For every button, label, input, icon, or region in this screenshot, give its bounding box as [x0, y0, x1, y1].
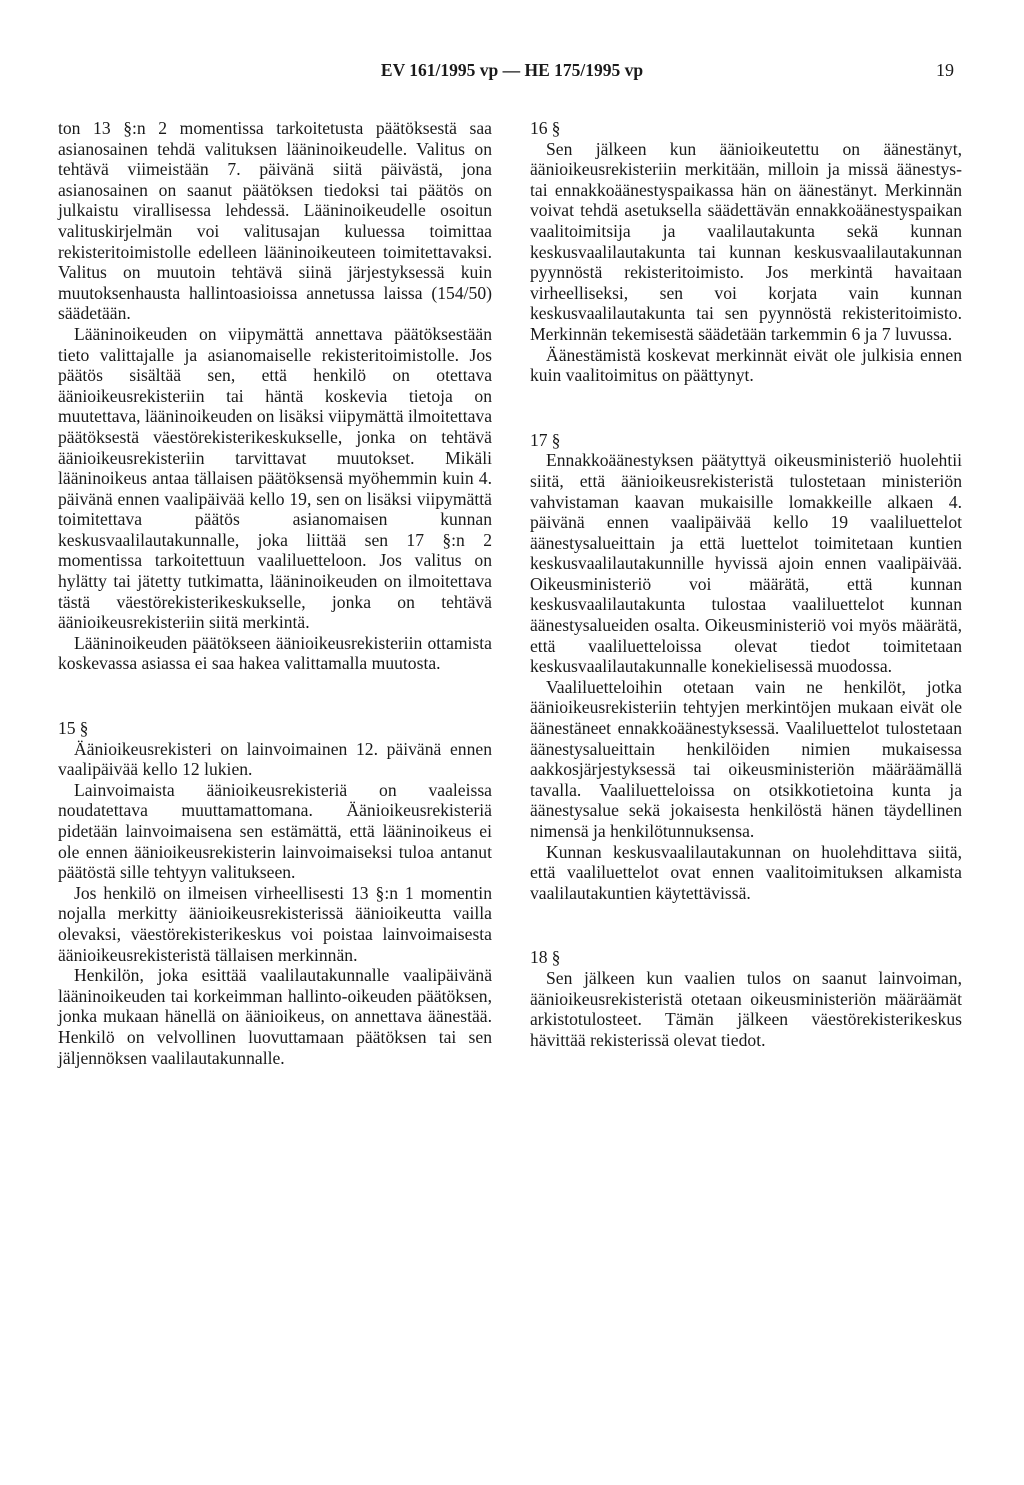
paragraph: Jos henkilö on ilmeisen virheellisesti 13 §:n 1 momentin nojalla merkitty äänioikeusrekisterissä äänioikeutta vailla olevaksi, väestörekisterikeskus voi poistaa lainvoimaisesta äänioikeusrekisteristä tällaisen merkinnän. [58, 882, 492, 965]
section-sign: § [551, 118, 561, 138]
running-title: EV 161/1995 vp — HE 175/1995 vp [380, 60, 644, 80]
paragraph: Lääninoikeuden päätökseen äänioikeusrekisteriin ottamista koskevassa asiassa ei saa hakea valittamalla muutosta. [58, 632, 492, 674]
paragraph: Äänioikeusrekisteri on lainvoimainen 12. päivänä ennen vaalipäivää kello 12 lukien. [58, 738, 492, 780]
paragraph: Vaaliluetteloihin otetaan vain ne henkilöt, jotka äänioikeusrekisteriin tehtyjen merkintöjen mukaan eivät ole äänestäneet ennakkoäänestyksessä. Vaaliluettelot tulostetaan äänestysalueittain henkilöiden nimien mukaisessa aakkosjärjestyksessä tai oikeusministeriön määräämällä tavalla. Vaaliluetteloissa on otsikkotietoina kunta ja äänestysalue sekä jokaisesta henkilöstä hänen täydellinen nimensä ja henkilötunnuksensa. [530, 676, 962, 841]
page-header [0, 60, 1024, 84]
section-number: 18 [530, 947, 548, 968]
paragraph: Sen jälkeen kun äänioikeutettu on äänestänyt, äänioikeusrekisteriin merkitään, milloin ja missä äänestys- tai ennakkoäänestyspaikassa hän on äänestänyt. Merkinnän voivat tehdä asetuksella säädettävän ennakkoäänestyspaikan vaalitoimitsija ja vaalilautakunta sekä kunnan keskusvaalilautakunta tai kunnan keskusvaalilautakunnan pyynnöstä rekisteritoimisto. Jos merkintä havaitaan virheelliseksi, sen voi korjata vain kunnan keskusvaalilautakunta tai sen pyynnöstä rekisteritoimisto. Merkinnän tekemisestä säädetään tarkemmin 6 ja 7 luvussa. [530, 138, 962, 344]
section-number: 15 [58, 718, 76, 739]
paragraph: Ennakkoäänestyksen päätyttyä oikeusministeriö huolehtii siitä, että äänioikeusrekisteristä tulostetaan ministeriön vahvistaman kaavan mukaisille lomakkeille alkaen 4. päivänä ennen vaalipäivää kello 19 vaaliluettelot äänestysalueittain ja että luettelot toimitetaan kuntien keskusvaalilautakunnille hyvissä ajoin ennen vaalipäivää. Oikeusministeriö voi määrätä, että kunnan keskusvaalilautakunta tulostaa vaaliluettelot kunnan äänestysalueiden osalta. Oikeusministeriö voi myös määrätä, että vaaliluetteloissa olevat tiedot toimitetaan keskusvaalilautakunnalle konekielisessä muodossa. [530, 450, 962, 677]
paragraph: Henkilön, joka esittää vaalilautakunnalle vaalipäivänä lääninoikeuden tai korkeimman hallinto-oikeuden päätöksen, jonka mukaan hänellä on äänioikeus, on annettava äänestää. Henkilö on velvollinen luovuttamaan päätöksen tai sen jäljennöksen vaalilautakunnalle. [58, 965, 492, 1068]
left-column [58, 118, 492, 1068]
paragraph: Kunnan keskusvaalilautakunnan on huolehdittava siitä, että vaaliluettelot ovat ennen vaalitoimituksen alkamista vaalilautakuntien käytettävissä. [530, 841, 962, 903]
section-number: 16 [530, 118, 548, 138]
right-column [530, 118, 962, 1050]
section-sign: § [79, 718, 89, 739]
section-heading-17 [530, 430, 962, 451]
section-heading-16 [530, 118, 962, 139]
section-heading-18 [530, 947, 962, 968]
page-number: 19 [936, 60, 954, 80]
paragraph: Sen jälkeen kun vaalien tulos on saanut lainvoiman, äänioikeusrekisteristä otetaan oikeusministeriön määräämät arkistotulosteet. Tämän jälkeen väestörekisterikeskus hävittää rekisterissä olevat tiedot. [530, 967, 962, 1050]
paragraph: Lääninoikeuden on viipymättä annettava päätöksestään tieto valittajalle ja asianomaiselle rekisteritoimistolle. Jos päätös sisältää sen, että henkilö on otettava äänioikeusrekisteriin tai häntä koskevia tietoja on muutettava, lääninoikeuden on lisäksi viipymättä ilmoitettava päätöksestä väestörekisterikeskukselle, jonka on tehtävä äänioikeusrekisteriin tarvittavat muutokset. Mikäli lääninoikeus antaa tällaisen päätöksensä myöhemmin kuin 4. päivänä ennen vaalipäivää kello 19, sen on lisäksi viipymättä toimitettava päätös asianomaisen kunnan keskusvaalilautakunnalle, joka liittää sen 17 §:n 2 momentissa tarkoitettuun vaaliluetteloon. Jos valitus on hylätty tai jätetty tutkimatta, lääninoikeuden on ilmoitettava tästä väestörekisterikeskukselle, jonka on tehtävä äänioikeusrekisteriin siitä merkintä. [58, 323, 492, 633]
section-sign: § [551, 947, 561, 968]
paragraph: Äänestämistä koskevat merkinnät eivät ole julkisia ennen kuin vaalitoimitus on päättynyt. [530, 344, 962, 386]
paragraph: ton 13 §:n 2 momentissa tarkoitetusta päätöksestä saa asianosainen tehdä valituksen lääninoikeudelle. Valitus on tehtävä viimeistään 7. päivänä siitä päivästä, jona asianosainen on saanut päätöksen tiedoksi tai päätös on julkaistu virallisessa lehdessä. Lääninoikeudelle osoitun valituskirjelmän voi valitusajan kuluessa toimittaa rekisteritoimistolle edelleen lääninoikeuteen toimitettavaksi. Valitus on muutoin tehtävä siinä järjestyksessä kuin muutoksenhausta hallintoasioissa annetussa laissa (154/50) säädetään. [58, 118, 492, 324]
paragraph: Lainvoimaista äänioikeusrekisteriä on vaaleissa noudatettava muuttamattomana. Äänioikeusrekisteriä pidetään lainvoimaisena sen estämättä, että lääninoikeus ei ole ennen äänioikeusrekisterin lainvoimaiseksi tuloa antanut päätöstä sille tehtyyn valitukseen. [58, 779, 492, 883]
section-number: 17 [530, 429, 548, 450]
section-heading-15 [58, 718, 492, 739]
section-sign: § [551, 429, 561, 450]
